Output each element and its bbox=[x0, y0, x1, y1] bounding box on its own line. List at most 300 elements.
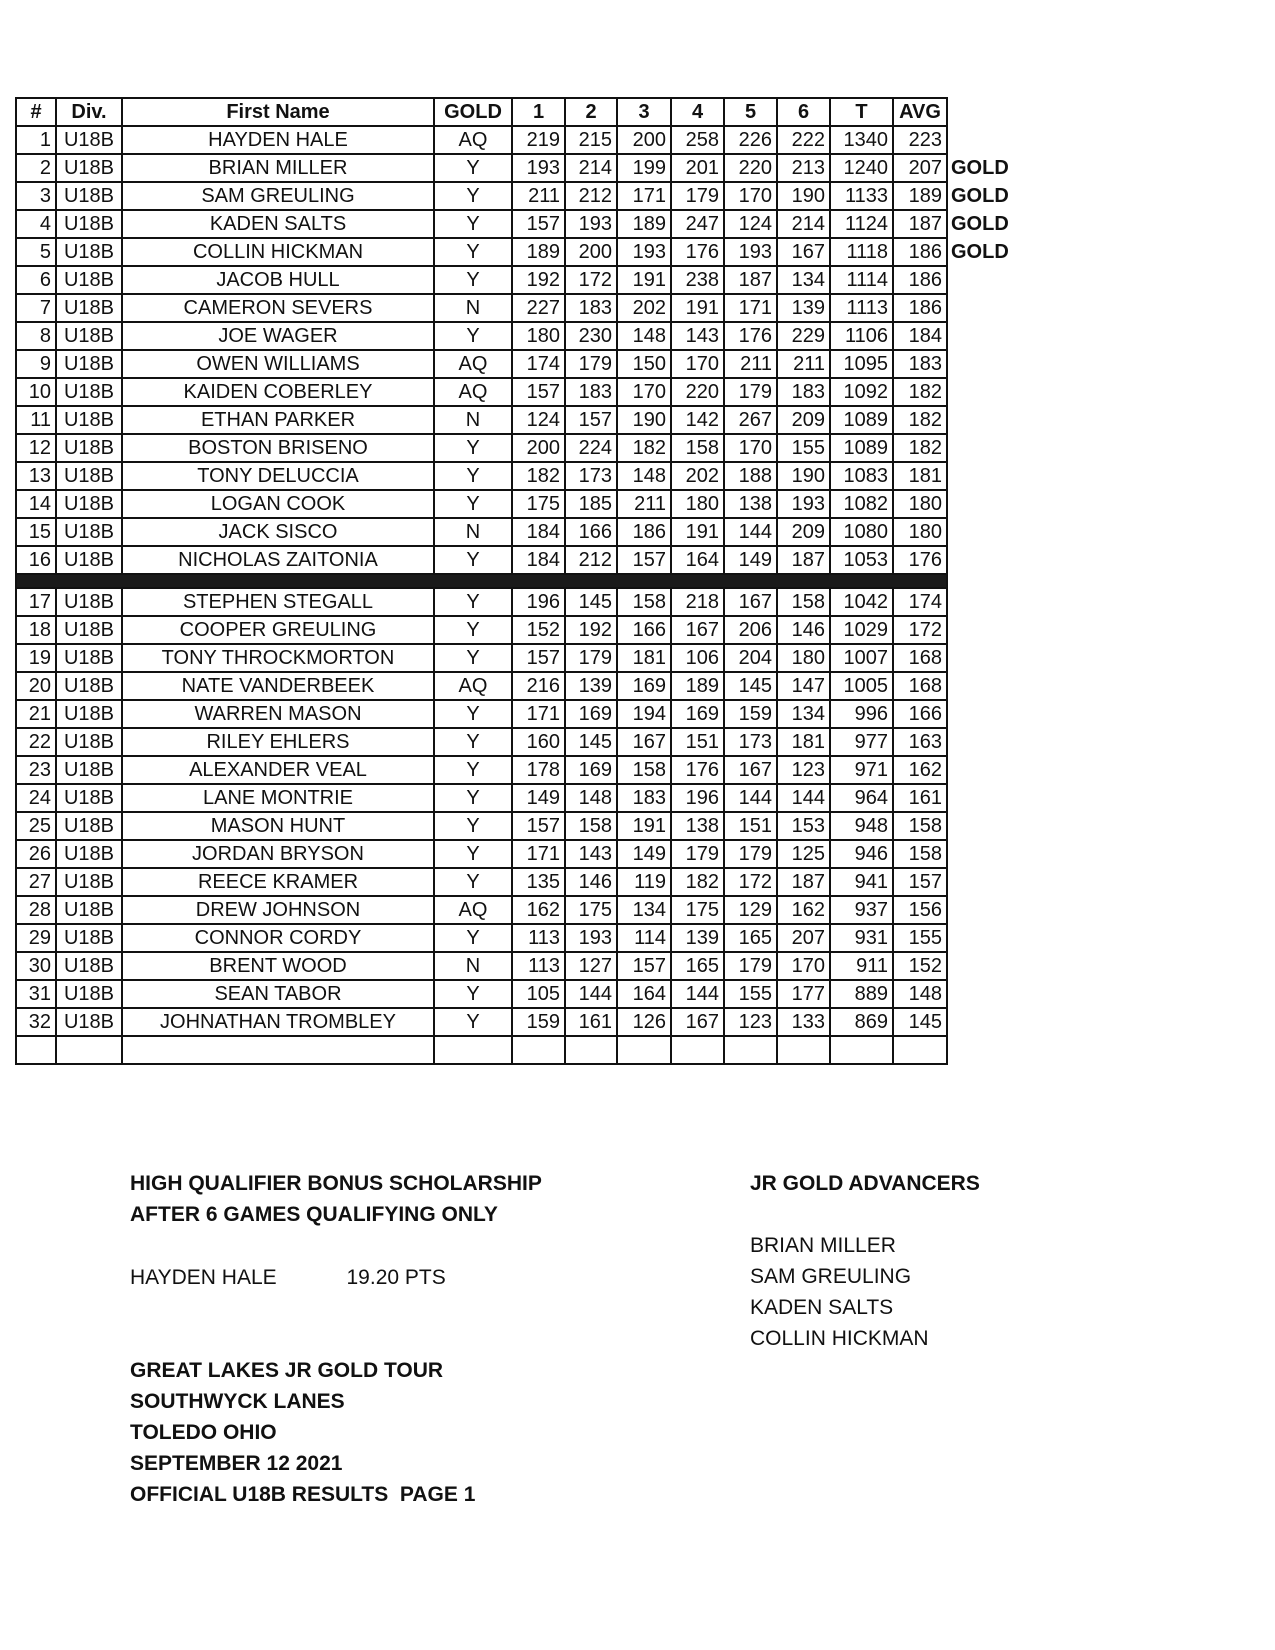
cell-game-3: 158 bbox=[617, 588, 671, 616]
table-row bbox=[16, 126, 1014, 154]
cell-average: 148 bbox=[893, 980, 947, 1008]
cell-gold: AQ bbox=[434, 350, 512, 378]
col-header-rank: # bbox=[16, 98, 56, 126]
table-row bbox=[16, 1008, 1014, 1036]
cell-rank: 13 bbox=[16, 462, 56, 490]
cell-division: U18B bbox=[56, 700, 122, 728]
cell-game-4: 176 bbox=[671, 238, 724, 266]
cell-total: 1118 bbox=[830, 238, 893, 266]
cell-advance-note bbox=[947, 980, 1014, 1008]
cell-rank: 25 bbox=[16, 812, 56, 840]
cell-game-6: 193 bbox=[777, 490, 830, 518]
cell-total: 1095 bbox=[830, 350, 893, 378]
cell-game-2: 175 bbox=[565, 896, 617, 924]
cell-game-4: 138 bbox=[671, 812, 724, 840]
cell-first-name: BRIAN MILLER bbox=[122, 154, 434, 182]
cell-game-5: 204 bbox=[724, 644, 777, 672]
cell-game-5: 176 bbox=[724, 322, 777, 350]
cell-game-1: 162 bbox=[512, 896, 565, 924]
separator-row bbox=[16, 574, 1014, 588]
cell-game-1: 113 bbox=[512, 924, 565, 952]
cell-gold: Y bbox=[434, 490, 512, 518]
cell-division: U18B bbox=[56, 322, 122, 350]
cell-game-4: 179 bbox=[671, 840, 724, 868]
cell-game-3: 167 bbox=[617, 728, 671, 756]
cell-advance-note bbox=[947, 266, 1014, 294]
cell-game-3: 157 bbox=[617, 952, 671, 980]
cell-game-4: 218 bbox=[671, 588, 724, 616]
cell-game-6: 167 bbox=[777, 238, 830, 266]
cell-game-5: 165 bbox=[724, 924, 777, 952]
cell-gold: Y bbox=[434, 322, 512, 350]
advancer-name: KADEN SALTS bbox=[750, 1296, 894, 1319]
cell-division: U18B bbox=[56, 756, 122, 784]
table-row bbox=[16, 378, 1014, 406]
cell-game-1: 149 bbox=[512, 784, 565, 812]
cell-first-name: COOPER GREULING bbox=[122, 616, 434, 644]
cell-first-name: JOE WAGER bbox=[122, 322, 434, 350]
cell-game-2: 173 bbox=[565, 462, 617, 490]
cell-first-name: CONNOR CORDY bbox=[122, 924, 434, 952]
cell-first-name: HAYDEN HALE bbox=[122, 126, 434, 154]
cell-game-1: 180 bbox=[512, 322, 565, 350]
cell-average: 155 bbox=[893, 924, 947, 952]
cell-game-6: 177 bbox=[777, 980, 830, 1008]
cell-first-name: BRENT WOOD bbox=[122, 952, 434, 980]
cell-game-5: 144 bbox=[724, 518, 777, 546]
cell-game-6: 209 bbox=[777, 406, 830, 434]
cell-first-name: MASON HUNT bbox=[122, 812, 434, 840]
cell-game-5: 188 bbox=[724, 462, 777, 490]
advancer-name: SAM GREULING bbox=[750, 1265, 912, 1288]
cell-advance-note bbox=[947, 644, 1014, 672]
cell-rank: 26 bbox=[16, 840, 56, 868]
col-header-game-3: 3 bbox=[617, 98, 671, 126]
table-blank bbox=[16, 1036, 1014, 1064]
cell-game-6: 213 bbox=[777, 154, 830, 182]
cell-average: 163 bbox=[893, 728, 947, 756]
cell-game-2: 169 bbox=[565, 700, 617, 728]
col-header-total: T bbox=[830, 98, 893, 126]
cell-game-5: 170 bbox=[724, 182, 777, 210]
cell-total: 931 bbox=[830, 924, 893, 952]
cell-game-6: 134 bbox=[777, 266, 830, 294]
table-row bbox=[16, 588, 1014, 616]
cell-game-3: 190 bbox=[617, 406, 671, 434]
cell-gold: N bbox=[434, 294, 512, 322]
cell-game-4: 220 bbox=[671, 378, 724, 406]
cell-game-6: 187 bbox=[777, 868, 830, 896]
cell-average: 186 bbox=[893, 294, 947, 322]
cell-first-name: ALEXANDER VEAL bbox=[122, 756, 434, 784]
footer-venue: SOUTHWYCK LANES bbox=[130, 1390, 345, 1413]
cell-advance-note bbox=[947, 672, 1014, 700]
cell-advance-note: GOLD bbox=[951, 213, 1009, 235]
table-row bbox=[16, 462, 1014, 490]
cell-game-2: 185 bbox=[565, 490, 617, 518]
cell-game-4: 180 bbox=[671, 490, 724, 518]
cell-average: 172 bbox=[893, 616, 947, 644]
cell-advance-note bbox=[947, 322, 1014, 350]
cell-game-2: 169 bbox=[565, 756, 617, 784]
cell-game-2: 183 bbox=[565, 378, 617, 406]
cell-gold: AQ bbox=[434, 896, 512, 924]
cell-game-5: 151 bbox=[724, 812, 777, 840]
results-table bbox=[15, 97, 1015, 1065]
cell-game-2: 230 bbox=[565, 322, 617, 350]
cell-game-4: 170 bbox=[671, 350, 724, 378]
table-row bbox=[16, 812, 1014, 840]
cell-game-2: 212 bbox=[565, 546, 617, 574]
cell-game-2: 158 bbox=[565, 812, 617, 840]
cell-advance-note bbox=[947, 952, 1014, 980]
cell-division: U18B bbox=[56, 812, 122, 840]
cell-game-2: 166 bbox=[565, 518, 617, 546]
cell-gold: N bbox=[434, 952, 512, 980]
cell-average: 174 bbox=[893, 588, 947, 616]
cell-division: U18B bbox=[56, 784, 122, 812]
cell-division: U18B bbox=[56, 1008, 122, 1036]
cell-rank: 16 bbox=[16, 546, 56, 574]
table-row bbox=[16, 406, 1014, 434]
cell-total: 1133 bbox=[830, 182, 893, 210]
cell-rank: 22 bbox=[16, 728, 56, 756]
cell-division: U18B bbox=[56, 980, 122, 1008]
cell-game-1: 227 bbox=[512, 294, 565, 322]
cell-game-5: 159 bbox=[724, 700, 777, 728]
cell-game-5: 170 bbox=[724, 434, 777, 462]
table-row bbox=[16, 784, 1014, 812]
cell-advance-note bbox=[947, 784, 1014, 812]
cell-advance-note: GOLD bbox=[951, 185, 1009, 207]
cell-game-4: 158 bbox=[671, 434, 724, 462]
cell-rank: 24 bbox=[16, 784, 56, 812]
cell-total: 1106 bbox=[830, 322, 893, 350]
advancers-title: JR GOLD ADVANCERS bbox=[750, 1172, 980, 1195]
cell-total: 1240 bbox=[830, 154, 893, 182]
cell-total: 1113 bbox=[830, 294, 893, 322]
cell-first-name: JACOB HULL bbox=[122, 266, 434, 294]
cell-game-1: 200 bbox=[512, 434, 565, 462]
cell-game-2: 144 bbox=[565, 980, 617, 1008]
cell-game-3: 157 bbox=[617, 546, 671, 574]
cell-gold: Y bbox=[434, 980, 512, 1008]
cell-division: U18B bbox=[56, 952, 122, 980]
cell-average: 180 bbox=[893, 518, 947, 546]
cell-game-4: 167 bbox=[671, 616, 724, 644]
cell-game-2: 179 bbox=[565, 644, 617, 672]
cell-rank: 4 bbox=[16, 210, 56, 238]
cell-average: 181 bbox=[893, 462, 947, 490]
cell-total: 977 bbox=[830, 728, 893, 756]
bonus-winner bbox=[130, 1262, 530, 1293]
cell-game-2: 172 bbox=[565, 266, 617, 294]
cell-rank: 21 bbox=[16, 700, 56, 728]
table-row bbox=[16, 952, 1014, 980]
cell-gold: Y bbox=[434, 812, 512, 840]
table-row bbox=[16, 546, 1014, 574]
cell-total: 941 bbox=[830, 868, 893, 896]
cell-first-name: JORDAN BRYSON bbox=[122, 840, 434, 868]
separator-bar bbox=[16, 574, 947, 588]
cell-first-name: SEAN TABOR bbox=[122, 980, 434, 1008]
cell-rank: 6 bbox=[16, 266, 56, 294]
cell-game-1: 113 bbox=[512, 952, 565, 980]
cell-advance-note: GOLD bbox=[951, 241, 1009, 263]
cell-division: U18B bbox=[56, 238, 122, 266]
cell-game-6: 155 bbox=[777, 434, 830, 462]
cell-first-name: COLLIN HICKMAN bbox=[122, 238, 434, 266]
cell-first-name: SAM GREULING bbox=[122, 182, 434, 210]
cell-gold: AQ bbox=[434, 378, 512, 406]
cell-game-1: 157 bbox=[512, 812, 565, 840]
cell-game-5: 171 bbox=[724, 294, 777, 322]
cell-game-6: 139 bbox=[777, 294, 830, 322]
cell-first-name: DREW JOHNSON bbox=[122, 896, 434, 924]
cell-advance-note bbox=[947, 490, 1014, 518]
cell-rank: 20 bbox=[16, 672, 56, 700]
cell-rank: 14 bbox=[16, 490, 56, 518]
cell-game-6: 207 bbox=[777, 924, 830, 952]
cell-average: 186 bbox=[893, 238, 947, 266]
cell-game-1: 105 bbox=[512, 980, 565, 1008]
cell-total: 1053 bbox=[830, 546, 893, 574]
cell-division: U18B bbox=[56, 350, 122, 378]
cell-total: 971 bbox=[830, 756, 893, 784]
cell-gold: Y bbox=[434, 588, 512, 616]
cell-game-5: 172 bbox=[724, 868, 777, 896]
cell-advance-note bbox=[947, 728, 1014, 756]
cell-advance-note bbox=[947, 294, 1014, 322]
cell-rank: 15 bbox=[16, 518, 56, 546]
bonus-line-2: AFTER 6 GAMES QUALIFYING ONLY bbox=[130, 1203, 498, 1226]
cell-game-3: 181 bbox=[617, 644, 671, 672]
cell-game-6: 190 bbox=[777, 462, 830, 490]
cell-advance-note bbox=[947, 616, 1014, 644]
cell-game-5: 124 bbox=[724, 210, 777, 238]
cell-average: 186 bbox=[893, 266, 947, 294]
cell-game-4: 151 bbox=[671, 728, 724, 756]
cell-game-1: 211 bbox=[512, 182, 565, 210]
cell-advance-note bbox=[947, 812, 1014, 840]
cell-game-6: 158 bbox=[777, 588, 830, 616]
cell-game-4: 143 bbox=[671, 322, 724, 350]
cell-game-3: 202 bbox=[617, 294, 671, 322]
cell-total: 889 bbox=[830, 980, 893, 1008]
cell-average: 182 bbox=[893, 434, 947, 462]
cell-total: 937 bbox=[830, 896, 893, 924]
cell-advance-note bbox=[947, 756, 1014, 784]
cell-game-2: 127 bbox=[565, 952, 617, 980]
cell-average: 180 bbox=[893, 490, 947, 518]
cell-game-6: 209 bbox=[777, 518, 830, 546]
bonus-heading bbox=[130, 1168, 690, 1230]
cell-game-4: 144 bbox=[671, 980, 724, 1008]
cell-game-2: 146 bbox=[565, 868, 617, 896]
bonus-winner-name: HAYDEN HALE bbox=[130, 1266, 277, 1289]
cell-first-name: KADEN SALTS bbox=[122, 210, 434, 238]
cell-game-4: 142 bbox=[671, 406, 724, 434]
cell-rank: 29 bbox=[16, 924, 56, 952]
cell-average: 162 bbox=[893, 756, 947, 784]
cell-gold: Y bbox=[434, 462, 512, 490]
cell-game-3: 134 bbox=[617, 896, 671, 924]
cell-game-1: 184 bbox=[512, 546, 565, 574]
table-row bbox=[16, 294, 1014, 322]
cell-game-2: 200 bbox=[565, 238, 617, 266]
cell-game-4: 165 bbox=[671, 952, 724, 980]
cell-game-6: 134 bbox=[777, 700, 830, 728]
cell-average: 207 bbox=[893, 154, 947, 182]
cell-game-1: 159 bbox=[512, 1008, 565, 1036]
cell-game-4: 189 bbox=[671, 672, 724, 700]
col-header-first-name: First Name bbox=[122, 98, 434, 126]
cell-total: 1114 bbox=[830, 266, 893, 294]
cell-gold: Y bbox=[434, 266, 512, 294]
cell-division: U18B bbox=[56, 126, 122, 154]
cell-advance-note bbox=[947, 518, 1014, 546]
cell-game-1: 189 bbox=[512, 238, 565, 266]
cell-game-3: 164 bbox=[617, 980, 671, 1008]
cell-game-4: 202 bbox=[671, 462, 724, 490]
cell-game-1: 157 bbox=[512, 210, 565, 238]
table-row bbox=[16, 700, 1014, 728]
cell-gold: Y bbox=[434, 728, 512, 756]
cell-first-name: CAMERON SEVERS bbox=[122, 294, 434, 322]
footer-date: SEPTEMBER 12 2021 bbox=[130, 1452, 343, 1475]
cell-advance-note bbox=[947, 546, 1014, 574]
cell-gold: Y bbox=[434, 868, 512, 896]
footer-results-title: OFFICIAL U18B RESULTS PAGE 1 bbox=[130, 1483, 476, 1506]
cell-average: 223 bbox=[893, 126, 947, 154]
cell-division: U18B bbox=[56, 672, 122, 700]
cell-total: 1089 bbox=[830, 406, 893, 434]
cell-division: U18B bbox=[56, 462, 122, 490]
cell-game-3: 191 bbox=[617, 266, 671, 294]
cell-game-6: 147 bbox=[777, 672, 830, 700]
cell-game-1: 171 bbox=[512, 840, 565, 868]
table-row bbox=[16, 238, 1014, 266]
table-separator bbox=[16, 574, 1014, 588]
cell-total: 1007 bbox=[830, 644, 893, 672]
cell-game-3: 171 bbox=[617, 182, 671, 210]
cell-rank: 9 bbox=[16, 350, 56, 378]
cell-game-2: 139 bbox=[565, 672, 617, 700]
cell-rank: 27 bbox=[16, 868, 56, 896]
table-row bbox=[16, 490, 1014, 518]
cell-game-3: 183 bbox=[617, 784, 671, 812]
cell-first-name: NATE VANDERBEEK bbox=[122, 672, 434, 700]
cell-division: U18B bbox=[56, 588, 122, 616]
cell-game-4: 201 bbox=[671, 154, 724, 182]
cell-gold: Y bbox=[434, 784, 512, 812]
cell-game-2: 215 bbox=[565, 126, 617, 154]
cell-division: U18B bbox=[56, 924, 122, 952]
table-row bbox=[16, 154, 1014, 182]
cell-game-1: 193 bbox=[512, 154, 565, 182]
cell-total: 1080 bbox=[830, 518, 893, 546]
cell-total: 1042 bbox=[830, 588, 893, 616]
cell-rank: 17 bbox=[16, 588, 56, 616]
cell-game-6: 211 bbox=[777, 350, 830, 378]
cell-game-5: 179 bbox=[724, 840, 777, 868]
footer-tour-name: GREAT LAKES JR GOLD TOUR bbox=[130, 1359, 444, 1382]
cell-game-1: 160 bbox=[512, 728, 565, 756]
cell-average: 161 bbox=[893, 784, 947, 812]
cell-division: U18B bbox=[56, 154, 122, 182]
cell-division: U18B bbox=[56, 868, 122, 896]
cell-game-6: 123 bbox=[777, 756, 830, 784]
cell-rank: 8 bbox=[16, 322, 56, 350]
table-row bbox=[16, 924, 1014, 952]
cell-rank: 32 bbox=[16, 1008, 56, 1036]
cell-game-6: 187 bbox=[777, 546, 830, 574]
cell-first-name: RILEY EHLERS bbox=[122, 728, 434, 756]
cell-first-name: ETHAN PARKER bbox=[122, 406, 434, 434]
cell-game-4: 238 bbox=[671, 266, 724, 294]
cell-game-3: 186 bbox=[617, 518, 671, 546]
cell-total: 946 bbox=[830, 840, 893, 868]
cell-game-5: 138 bbox=[724, 490, 777, 518]
cell-game-4: 196 bbox=[671, 784, 724, 812]
cell-rank: 19 bbox=[16, 644, 56, 672]
cell-game-4: 139 bbox=[671, 924, 724, 952]
cell-game-2: 145 bbox=[565, 588, 617, 616]
cell-total: 1082 bbox=[830, 490, 893, 518]
col-header-game-1: 1 bbox=[512, 98, 565, 126]
cell-game-1: 192 bbox=[512, 266, 565, 294]
cell-division: U18B bbox=[56, 182, 122, 210]
cell-advance-note bbox=[947, 588, 1014, 616]
cell-division: U18B bbox=[56, 546, 122, 574]
table-row bbox=[16, 728, 1014, 756]
cell-advance-note bbox=[947, 924, 1014, 952]
cell-advance-note bbox=[947, 126, 1014, 154]
cell-game-4: 182 bbox=[671, 868, 724, 896]
table-row bbox=[16, 868, 1014, 896]
cell-gold: AQ bbox=[434, 672, 512, 700]
cell-game-5: 123 bbox=[724, 1008, 777, 1036]
cell-game-4: 258 bbox=[671, 126, 724, 154]
cell-first-name: OWEN WILLIAMS bbox=[122, 350, 434, 378]
cell-average: 166 bbox=[893, 700, 947, 728]
cell-game-5: 149 bbox=[724, 546, 777, 574]
cell-gold: AQ bbox=[434, 126, 512, 154]
cell-first-name: STEPHEN STEGALL bbox=[122, 588, 434, 616]
header-row bbox=[16, 98, 1014, 126]
cell-game-1: 184 bbox=[512, 518, 565, 546]
cell-gold: Y bbox=[434, 182, 512, 210]
cell-game-5: 129 bbox=[724, 896, 777, 924]
table-body-top bbox=[16, 126, 1014, 574]
cell-game-6: 180 bbox=[777, 644, 830, 672]
cell-game-6: 146 bbox=[777, 616, 830, 644]
cell-game-3: 150 bbox=[617, 350, 671, 378]
cell-game-6: 170 bbox=[777, 952, 830, 980]
col-header-division: Div. bbox=[56, 98, 122, 126]
cell-first-name: WARREN MASON bbox=[122, 700, 434, 728]
cell-game-5: 167 bbox=[724, 588, 777, 616]
cell-game-4: 191 bbox=[671, 518, 724, 546]
cell-average: 158 bbox=[893, 840, 947, 868]
cell-advance-note bbox=[947, 840, 1014, 868]
cell-game-3: 148 bbox=[617, 462, 671, 490]
cell-gold: Y bbox=[434, 700, 512, 728]
cell-game-3: 211 bbox=[617, 490, 671, 518]
cell-average: 182 bbox=[893, 406, 947, 434]
cell-game-6: 133 bbox=[777, 1008, 830, 1036]
cell-game-3: 193 bbox=[617, 238, 671, 266]
